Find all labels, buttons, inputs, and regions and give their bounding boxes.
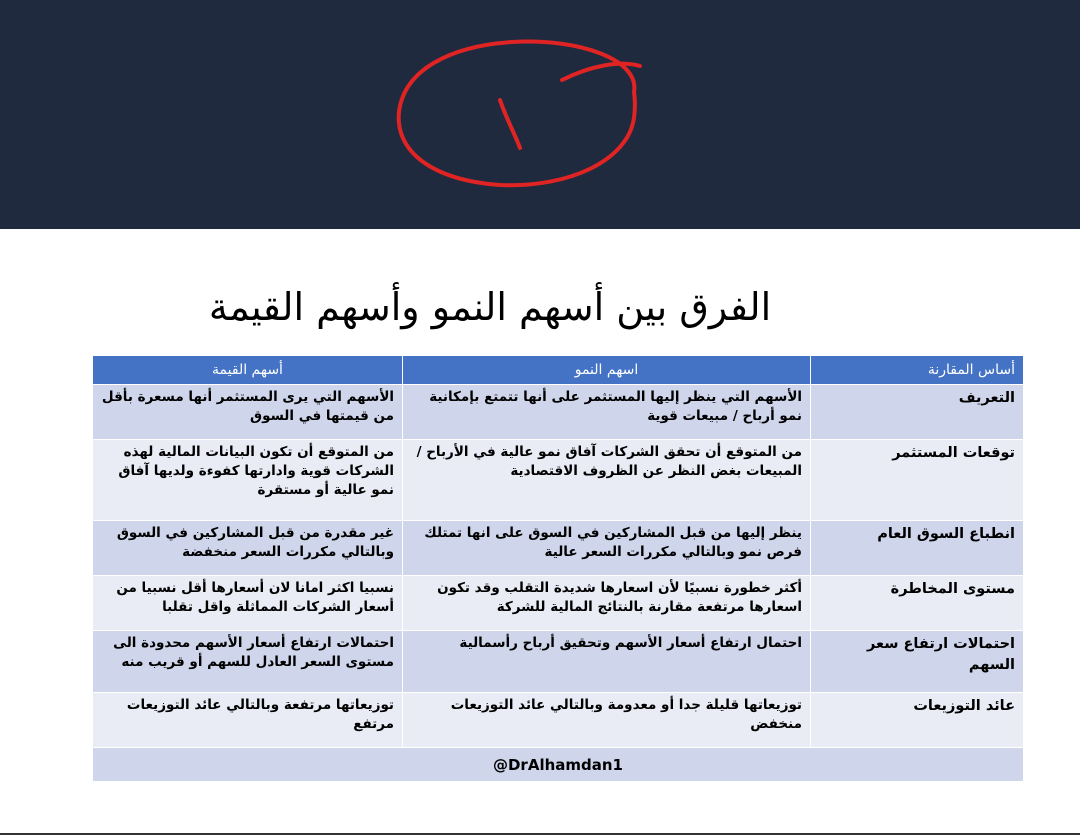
page-title: الفرق بين أسهم النمو وأسهم القيمة [208, 285, 772, 329]
table-row [93, 440, 1024, 521]
digit-one-stroke [500, 100, 520, 148]
header-growth: اسهم النمو [403, 356, 811, 385]
row-growth: ينظر إليها من قبل المشاركين في السوق على انها تمتلك فرص نمو وبالتالي مكررات السعر عالية [403, 521, 811, 576]
row-value: غير مقدرة من قبل المشاركين في السوق وبالتالي مكررات السعر منخفضة [93, 521, 403, 576]
row-growth: احتمال ارتفاع أسعار الأسهم وتحقيق أرباح رأسمالية [403, 631, 811, 693]
table-row [93, 385, 1024, 440]
handwritten-circle-mark [0, 0, 1080, 229]
row-basis: عائد التوزيعات [811, 693, 1024, 748]
table-header-row [93, 356, 1024, 385]
header-value: أسهم القيمة [93, 356, 403, 385]
row-growth: الأسهم التي ينظر إليها المستثمر على أنها تتمتع بإمكانية نمو أرباح / مبيعات قوية [403, 385, 811, 440]
row-value: من المتوقع أن تكون البيانات المالية لهذه الشركات قوية وادارتها كفوءة ولديها آفاق نمو عالية أو مستقرة [93, 440, 403, 521]
table-row [93, 521, 1024, 576]
author-handle: @DrAlhamdan1 [93, 748, 1024, 782]
bottom-divider [0, 833, 1080, 835]
row-basis: انطباع السوق العام [811, 521, 1024, 576]
row-value: الأسهم التي يرى المستثمر أنها مسعرة بأقل من قيمتها في السوق [93, 385, 403, 440]
row-growth: من المتوقع أن تحقق الشركات آفاق نمو عالية في الأرباح / المبيعات بغض النظر عن الظروف الاقتصادية [403, 440, 811, 521]
table-row [93, 631, 1024, 693]
comparison-table [92, 355, 1024, 782]
row-growth: توزيعاتها قليلة جدا أو معدومة وبالتالي عائد التوزيعات منخفض [403, 693, 811, 748]
header-basis: أساس المقارنة [811, 356, 1024, 385]
row-value: احتمالات ارتفاع أسعار الأسهم محدودة الى مستوى السعر العادل للسهم أو قريب منه [93, 631, 403, 693]
table-row [93, 576, 1024, 631]
circle-stroke [399, 42, 635, 186]
row-value: نسبيا اكثر امانا لان أسعارها أقل نسبيا من أسعار الشركات المماثلة واقل تقلبا [93, 576, 403, 631]
table-footer-row [93, 748, 1024, 782]
row-basis: احتمالات ارتفاع سعر السهم [811, 631, 1024, 693]
row-basis: مستوى المخاطرة [811, 576, 1024, 631]
row-basis: توقعات المستثمر [811, 440, 1024, 521]
row-growth: أكثر خطورة نسبيًا لأن اسعارها شديدة التقلب وقد تكون اسعارها مرتفعة مقارنة بالنتائج المالية للشركة [403, 576, 811, 631]
table-row [93, 693, 1024, 748]
row-value: توزيعاتها مرتفعة وبالتالي عائد التوزيعات مرتفع [93, 693, 403, 748]
row-basis: التعريف [811, 385, 1024, 440]
